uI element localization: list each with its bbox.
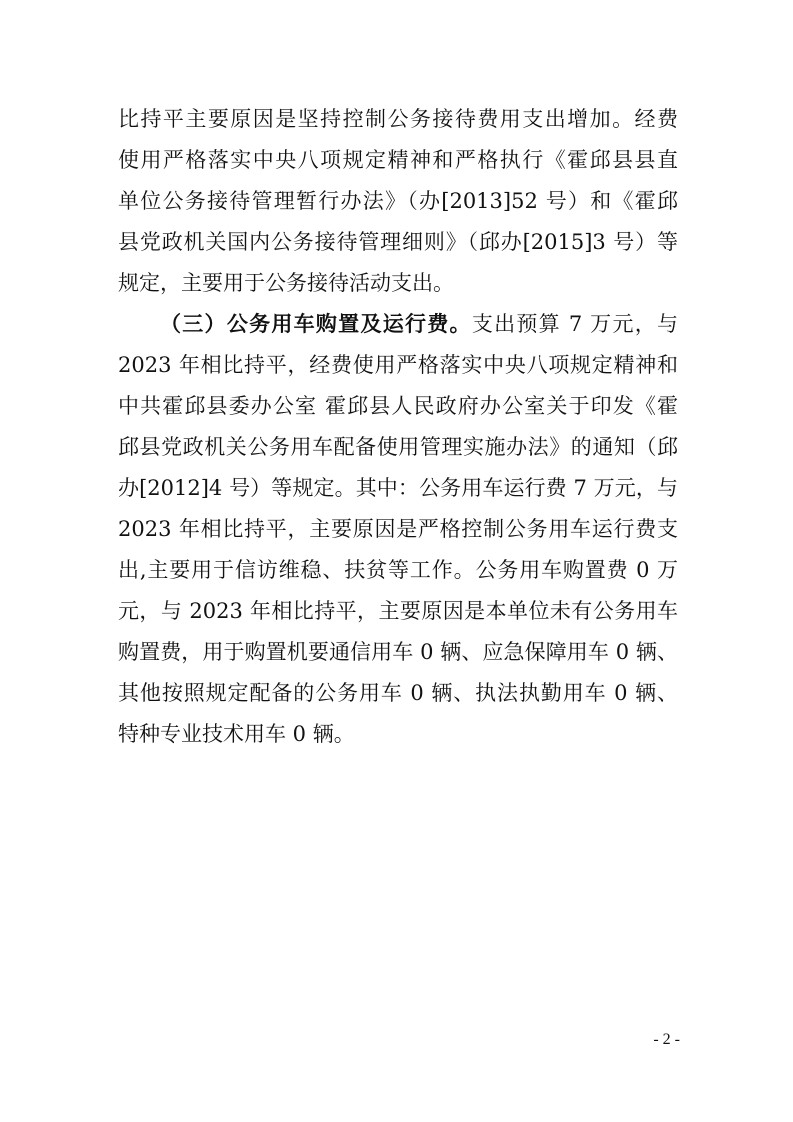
paragraph-line: 2023 年相比持平，主要原因是严格控制公务用车运行费支 xyxy=(118,517,678,541)
paragraph-line: 邱县党政机关公务用车配备使用管理实施办法》的通知（邱 xyxy=(118,435,678,459)
paragraph-line: 出,主要用于信访维稳、扶贫等工作。公务用车购置费 0 万 xyxy=(118,558,678,582)
paragraph-line: 2023 年相比持平，经费使用严格落实中央八项规定精神和 xyxy=(118,353,678,377)
paragraph-line: 其他按照规定配备的公务用车 0 辆、执法执勤用车 0 辆、 xyxy=(118,681,678,705)
paragraph-line: 单位公务接待管理暂行办法》（办[2013]52 号）和《霍邱 xyxy=(118,189,678,213)
page-number: - 2 - xyxy=(653,1031,680,1048)
section-heading-line xyxy=(160,310,678,338)
paragraph-line: 规定，主要用于公务接待活动支出。 xyxy=(118,271,454,295)
paragraph-line: 办[2012]4 号）等规定。其中：公务用车运行费 7 万元，与 xyxy=(118,476,678,500)
paragraph-line: 特种专业技术用车 0 辆。 xyxy=(118,722,355,746)
paragraph-line: 元，与 2023 年相比持平，主要原因是本单位未有公务用车 xyxy=(118,599,678,623)
paragraph-line: 中共霍邱县委办公室 霍邱县人民政府办公室关于印发《霍 xyxy=(118,394,678,418)
paragraph-line: 县党政机关国内公务接待管理细则》（邱办[2015]3 号）等 xyxy=(118,230,678,254)
section-heading: （三）公务用车购置及运行费。 xyxy=(160,311,472,336)
paragraph-line: 使用严格落实中央八项规定精神和严格执行《霍邱县县直 xyxy=(118,148,678,172)
section-intro: 支出预算 7 万元，与 xyxy=(471,312,678,336)
paragraph-line: 购置费，用于购置机要通信用车 0 辆、应急保障用车 0 辆、 xyxy=(118,640,678,664)
paragraph-line: 比持平主要原因是坚持控制公务接待费用支出增加。经费 xyxy=(118,107,678,131)
